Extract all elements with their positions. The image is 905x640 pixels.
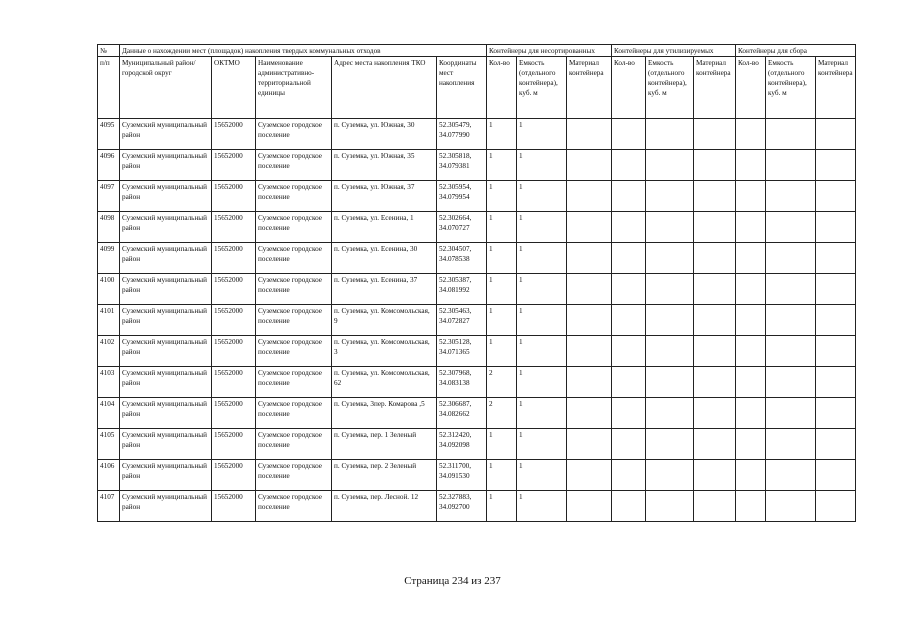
row-number: 4101 bbox=[98, 305, 120, 336]
qty-utilizable-cell bbox=[612, 274, 646, 305]
table-row bbox=[98, 491, 856, 522]
district-cell: Суземский муниципальный район bbox=[120, 274, 212, 305]
coords-cell: 52.312420, 34.092098 bbox=[437, 429, 487, 460]
admin-unit-cell: Суземское городское поселение bbox=[256, 429, 332, 460]
capacity-utilizable-cell bbox=[646, 181, 694, 212]
capacity-separate-cell bbox=[766, 367, 816, 398]
capacity-unsorted-cell: 1 bbox=[517, 460, 567, 491]
header-capacity-separate: Емкость (отдельного контейнера), куб. м bbox=[766, 57, 816, 119]
qty-separate-cell bbox=[736, 336, 766, 367]
qty-unsorted-cell: 1 bbox=[487, 181, 517, 212]
district-cell: Суземский муниципальный район bbox=[120, 491, 212, 522]
table-row bbox=[98, 398, 856, 429]
material-utilizable-cell bbox=[694, 367, 736, 398]
row-number: 4105 bbox=[98, 429, 120, 460]
row-number: 4102 bbox=[98, 336, 120, 367]
table-row bbox=[98, 336, 856, 367]
material-separate-cell bbox=[816, 150, 856, 181]
admin-unit-cell: Суземское городское поселение bbox=[256, 181, 332, 212]
coords-cell: 52.305463, 34.072827 bbox=[437, 305, 487, 336]
qty-unsorted-cell: 1 bbox=[487, 336, 517, 367]
qty-separate-cell bbox=[736, 305, 766, 336]
capacity-unsorted-cell: 1 bbox=[517, 429, 567, 460]
header-municipal: Муниципальный район/городской округ bbox=[120, 57, 212, 119]
table-row bbox=[98, 367, 856, 398]
coords-cell: 52.306687, 34.082662 bbox=[437, 398, 487, 429]
qty-utilizable-cell bbox=[612, 460, 646, 491]
material-unsorted-cell bbox=[567, 181, 612, 212]
admin-unit-cell: Суземское городское поселение bbox=[256, 336, 332, 367]
qty-utilizable-cell bbox=[612, 181, 646, 212]
material-separate-cell bbox=[816, 212, 856, 243]
material-separate-cell bbox=[816, 336, 856, 367]
qty-utilizable-cell bbox=[612, 150, 646, 181]
material-unsorted-cell bbox=[567, 150, 612, 181]
coords-cell: 52.305128, 34.071365 bbox=[437, 336, 487, 367]
oktmo-cell: 15652000 bbox=[212, 336, 256, 367]
row-number: 4106 bbox=[98, 460, 120, 491]
qty-unsorted-cell: 1 bbox=[487, 274, 517, 305]
row-number: 4096 bbox=[98, 150, 120, 181]
qty-separate-cell bbox=[736, 150, 766, 181]
qty-unsorted-cell: 1 bbox=[487, 150, 517, 181]
admin-unit-cell: Суземское городское поселение bbox=[256, 367, 332, 398]
coords-cell: 52.327883, 34.092700 bbox=[437, 491, 487, 522]
header-utilizable-group: Контейнеры для утилизируемых bbox=[612, 45, 736, 57]
capacity-utilizable-cell bbox=[646, 119, 694, 150]
material-unsorted-cell bbox=[567, 212, 612, 243]
qty-separate-cell bbox=[736, 274, 766, 305]
material-unsorted-cell bbox=[567, 274, 612, 305]
capacity-separate-cell bbox=[766, 150, 816, 181]
header-capacity-unsorted: Емкость (отдельного контейнера), куб. м bbox=[517, 57, 567, 119]
material-separate-cell bbox=[816, 491, 856, 522]
capacity-separate-cell bbox=[766, 398, 816, 429]
header-material-utilizable: Материал контейнера bbox=[694, 57, 736, 119]
table-body bbox=[98, 45, 856, 522]
material-unsorted-cell bbox=[567, 398, 612, 429]
table-row bbox=[98, 181, 856, 212]
capacity-utilizable-cell bbox=[646, 336, 694, 367]
oktmo-cell: 15652000 bbox=[212, 367, 256, 398]
registry-sheet bbox=[97, 44, 856, 522]
admin-unit-cell: Суземское городское поселение bbox=[256, 243, 332, 274]
capacity-unsorted-cell: 1 bbox=[517, 274, 567, 305]
material-separate-cell bbox=[816, 181, 856, 212]
address-cell: п. Суземка, 3пер. Комарова ,5 bbox=[332, 398, 437, 429]
district-cell: Суземский муниципальный район bbox=[120, 181, 212, 212]
qty-separate-cell bbox=[736, 243, 766, 274]
header-pn: п/п bbox=[98, 57, 120, 119]
header-qty-unsorted: Кол-во bbox=[487, 57, 517, 119]
district-cell: Суземский муниципальный район bbox=[120, 305, 212, 336]
header-material-separate: Материал контейнера bbox=[816, 57, 856, 119]
table-row bbox=[98, 119, 856, 150]
capacity-separate-cell bbox=[766, 491, 816, 522]
qty-utilizable-cell bbox=[612, 491, 646, 522]
coords-cell: 52.302664, 34.070727 bbox=[437, 212, 487, 243]
address-cell: п. Суземка, ул. Комсомольская, 9 bbox=[332, 305, 437, 336]
coords-cell: 52.304507, 34.078538 bbox=[437, 243, 487, 274]
oktmo-cell: 15652000 bbox=[212, 119, 256, 150]
capacity-separate-cell bbox=[766, 212, 816, 243]
qty-unsorted-cell: 1 bbox=[487, 243, 517, 274]
capacity-unsorted-cell: 1 bbox=[517, 212, 567, 243]
capacity-utilizable-cell bbox=[646, 460, 694, 491]
header-row-columns bbox=[98, 57, 856, 119]
material-unsorted-cell bbox=[567, 367, 612, 398]
oktmo-cell: 15652000 bbox=[212, 212, 256, 243]
coords-cell: 52.305479, 34.077990 bbox=[437, 119, 487, 150]
qty-separate-cell bbox=[736, 398, 766, 429]
material-separate-cell bbox=[816, 243, 856, 274]
capacity-unsorted-cell: 1 bbox=[517, 367, 567, 398]
material-utilizable-cell bbox=[694, 429, 736, 460]
qty-separate-cell bbox=[736, 429, 766, 460]
header-material-unsorted: Материал контейнера bbox=[567, 57, 612, 119]
qty-utilizable-cell bbox=[612, 305, 646, 336]
qty-utilizable-cell bbox=[612, 119, 646, 150]
material-separate-cell bbox=[816, 398, 856, 429]
capacity-utilizable-cell bbox=[646, 305, 694, 336]
qty-separate-cell bbox=[736, 181, 766, 212]
admin-unit-cell: Суземское городское поселение bbox=[256, 460, 332, 491]
material-utilizable-cell bbox=[694, 336, 736, 367]
qty-utilizable-cell bbox=[612, 336, 646, 367]
admin-unit-cell: Суземское городское поселение bbox=[256, 491, 332, 522]
material-separate-cell bbox=[816, 429, 856, 460]
material-separate-cell bbox=[816, 119, 856, 150]
capacity-unsorted-cell: 1 bbox=[517, 243, 567, 274]
capacity-utilizable-cell bbox=[646, 150, 694, 181]
qty-separate-cell bbox=[736, 367, 766, 398]
oktmo-cell: 15652000 bbox=[212, 429, 256, 460]
material-utilizable-cell bbox=[694, 398, 736, 429]
header-qty-separate: Кол-во bbox=[736, 57, 766, 119]
material-unsorted-cell bbox=[567, 243, 612, 274]
address-cell: п. Суземка, ул. Есенина, 37 bbox=[332, 274, 437, 305]
table-row bbox=[98, 305, 856, 336]
district-cell: Суземский муниципальный район bbox=[120, 119, 212, 150]
capacity-unsorted-cell: 1 bbox=[517, 336, 567, 367]
address-cell: п. Суземка, ул. Южная, 30 bbox=[332, 119, 437, 150]
admin-unit-cell: Суземское городское поселение bbox=[256, 150, 332, 181]
material-separate-cell bbox=[816, 274, 856, 305]
qty-unsorted-cell: 1 bbox=[487, 119, 517, 150]
oktmo-cell: 15652000 bbox=[212, 181, 256, 212]
oktmo-cell: 15652000 bbox=[212, 274, 256, 305]
capacity-utilizable-cell bbox=[646, 398, 694, 429]
capacity-separate-cell bbox=[766, 336, 816, 367]
admin-unit-cell: Суземское городское поселение bbox=[256, 274, 332, 305]
capacity-separate-cell bbox=[766, 305, 816, 336]
coords-cell: 52.305387, 34.081992 bbox=[437, 274, 487, 305]
oktmo-cell: 15652000 bbox=[212, 491, 256, 522]
address-cell: п. Суземка, ул. Есенина, 30 bbox=[332, 243, 437, 274]
table-row bbox=[98, 274, 856, 305]
address-cell: п. Суземка, ул. Южная, 35 bbox=[332, 150, 437, 181]
header-row-groups bbox=[98, 45, 856, 57]
material-unsorted-cell bbox=[567, 491, 612, 522]
header-unsorted-group: Контейнеры для несортированных bbox=[487, 45, 612, 57]
qty-unsorted-cell: 1 bbox=[487, 491, 517, 522]
capacity-utilizable-cell bbox=[646, 274, 694, 305]
district-cell: Суземский муниципальный район bbox=[120, 150, 212, 181]
district-cell: Суземский муниципальный район bbox=[120, 367, 212, 398]
qty-utilizable-cell bbox=[612, 212, 646, 243]
material-utilizable-cell bbox=[694, 274, 736, 305]
coords-cell: 52.307968, 34.083138 bbox=[437, 367, 487, 398]
capacity-unsorted-cell: 1 bbox=[517, 181, 567, 212]
admin-unit-cell: Суземское городское поселение bbox=[256, 398, 332, 429]
admin-unit-cell: Суземское городское поселение bbox=[256, 305, 332, 336]
table-row bbox=[98, 243, 856, 274]
address-cell: п. Суземка, ул. Южная, 37 bbox=[332, 181, 437, 212]
page-number: Страница 234 из 237 bbox=[404, 575, 501, 587]
material-utilizable-cell bbox=[694, 305, 736, 336]
admin-unit-cell: Суземское городское поселение bbox=[256, 212, 332, 243]
material-utilizable-cell bbox=[694, 150, 736, 181]
district-cell: Суземский муниципальный район bbox=[120, 460, 212, 491]
capacity-separate-cell bbox=[766, 274, 816, 305]
capacity-unsorted-cell: 1 bbox=[517, 119, 567, 150]
row-number: 4103 bbox=[98, 367, 120, 398]
qty-separate-cell bbox=[736, 491, 766, 522]
qty-unsorted-cell: 2 bbox=[487, 398, 517, 429]
capacity-utilizable-cell bbox=[646, 212, 694, 243]
material-unsorted-cell bbox=[567, 460, 612, 491]
capacity-unsorted-cell: 1 bbox=[517, 150, 567, 181]
qty-utilizable-cell bbox=[612, 367, 646, 398]
capacity-separate-cell bbox=[766, 119, 816, 150]
district-cell: Суземский муниципальный район bbox=[120, 429, 212, 460]
qty-utilizable-cell bbox=[612, 429, 646, 460]
material-unsorted-cell bbox=[567, 119, 612, 150]
row-number: 4107 bbox=[98, 491, 120, 522]
material-separate-cell bbox=[816, 460, 856, 491]
material-utilizable-cell bbox=[694, 460, 736, 491]
address-cell: п. Суземка, пер. 1 Зеленый bbox=[332, 429, 437, 460]
row-number: 4095 bbox=[98, 119, 120, 150]
header-capacity-utilizable: Емкость (отдельного контейнера), куб. м bbox=[646, 57, 694, 119]
address-cell: п. Суземка, пер. Лесной. 12 bbox=[332, 491, 437, 522]
oktmo-cell: 15652000 bbox=[212, 460, 256, 491]
qty-separate-cell bbox=[736, 212, 766, 243]
address-cell: п. Суземка, пер. 2 Зеленый bbox=[332, 460, 437, 491]
material-utilizable-cell bbox=[694, 119, 736, 150]
header-oktmo: ОКТМО bbox=[212, 57, 256, 119]
header-num: № bbox=[98, 45, 120, 57]
coords-cell: 52.305954, 34.079954 bbox=[437, 181, 487, 212]
capacity-separate-cell bbox=[766, 429, 816, 460]
capacity-utilizable-cell bbox=[646, 429, 694, 460]
material-utilizable-cell bbox=[694, 212, 736, 243]
table-row bbox=[98, 212, 856, 243]
header-address: Адрес места накопления ТКО bbox=[332, 57, 437, 119]
material-utilizable-cell bbox=[694, 243, 736, 274]
row-number: 4104 bbox=[98, 398, 120, 429]
coords-cell: 52.311700, 34.091530 bbox=[437, 460, 487, 491]
row-number: 4097 bbox=[98, 181, 120, 212]
oktmo-cell: 15652000 bbox=[212, 150, 256, 181]
capacity-separate-cell bbox=[766, 181, 816, 212]
oktmo-cell: 15652000 bbox=[212, 243, 256, 274]
address-cell: п. Суземка, ул. Есенина, 1 bbox=[332, 212, 437, 243]
table-row bbox=[98, 429, 856, 460]
capacity-unsorted-cell: 1 bbox=[517, 305, 567, 336]
capacity-utilizable-cell bbox=[646, 243, 694, 274]
waste-sites-table bbox=[97, 44, 856, 522]
material-unsorted-cell bbox=[567, 336, 612, 367]
qty-separate-cell bbox=[736, 119, 766, 150]
table-row bbox=[98, 460, 856, 491]
qty-utilizable-cell bbox=[612, 243, 646, 274]
capacity-utilizable-cell bbox=[646, 367, 694, 398]
header-separate-group: Контейнеры для сбора bbox=[736, 45, 856, 57]
material-separate-cell bbox=[816, 367, 856, 398]
row-number: 4100 bbox=[98, 274, 120, 305]
material-unsorted-cell bbox=[567, 429, 612, 460]
address-cell: п. Суземка, ул. Комсомольская, 62 bbox=[332, 367, 437, 398]
oktmo-cell: 15652000 bbox=[212, 305, 256, 336]
oktmo-cell: 15652000 bbox=[212, 398, 256, 429]
header-admin-unit: Наименование административно-территориальной единицы bbox=[256, 57, 332, 119]
capacity-separate-cell bbox=[766, 243, 816, 274]
capacity-separate-cell bbox=[766, 460, 816, 491]
qty-unsorted-cell: 1 bbox=[487, 460, 517, 491]
material-utilizable-cell bbox=[694, 491, 736, 522]
qty-unsorted-cell: 1 bbox=[487, 212, 517, 243]
capacity-utilizable-cell bbox=[646, 491, 694, 522]
row-number: 4099 bbox=[98, 243, 120, 274]
district-cell: Суземский муниципальный район bbox=[120, 336, 212, 367]
district-cell: Суземский муниципальный район bbox=[120, 212, 212, 243]
admin-unit-cell: Суземское городское поселение bbox=[256, 119, 332, 150]
qty-utilizable-cell bbox=[612, 398, 646, 429]
material-separate-cell bbox=[816, 305, 856, 336]
header-data-group: Данные о нахождении мест (площадок) накопления твердых коммунальных отходов bbox=[120, 45, 487, 57]
qty-unsorted-cell: 2 bbox=[487, 367, 517, 398]
coords-cell: 52.305818, 34.079381 bbox=[437, 150, 487, 181]
header-coords: Координаты мест накопления bbox=[437, 57, 487, 119]
district-cell: Суземский муниципальный район bbox=[120, 243, 212, 274]
qty-separate-cell bbox=[736, 460, 766, 491]
material-utilizable-cell bbox=[694, 181, 736, 212]
district-cell: Суземский муниципальный район bbox=[120, 398, 212, 429]
table-row bbox=[98, 150, 856, 181]
capacity-unsorted-cell: 1 bbox=[517, 491, 567, 522]
capacity-unsorted-cell: 1 bbox=[517, 398, 567, 429]
material-unsorted-cell bbox=[567, 305, 612, 336]
address-cell: п. Суземка, ул. Комсомольская, 3 bbox=[332, 336, 437, 367]
header-qty-utilizable: Кол-во bbox=[612, 57, 646, 119]
row-number: 4098 bbox=[98, 212, 120, 243]
qty-unsorted-cell: 1 bbox=[487, 305, 517, 336]
qty-unsorted-cell: 1 bbox=[487, 429, 517, 460]
